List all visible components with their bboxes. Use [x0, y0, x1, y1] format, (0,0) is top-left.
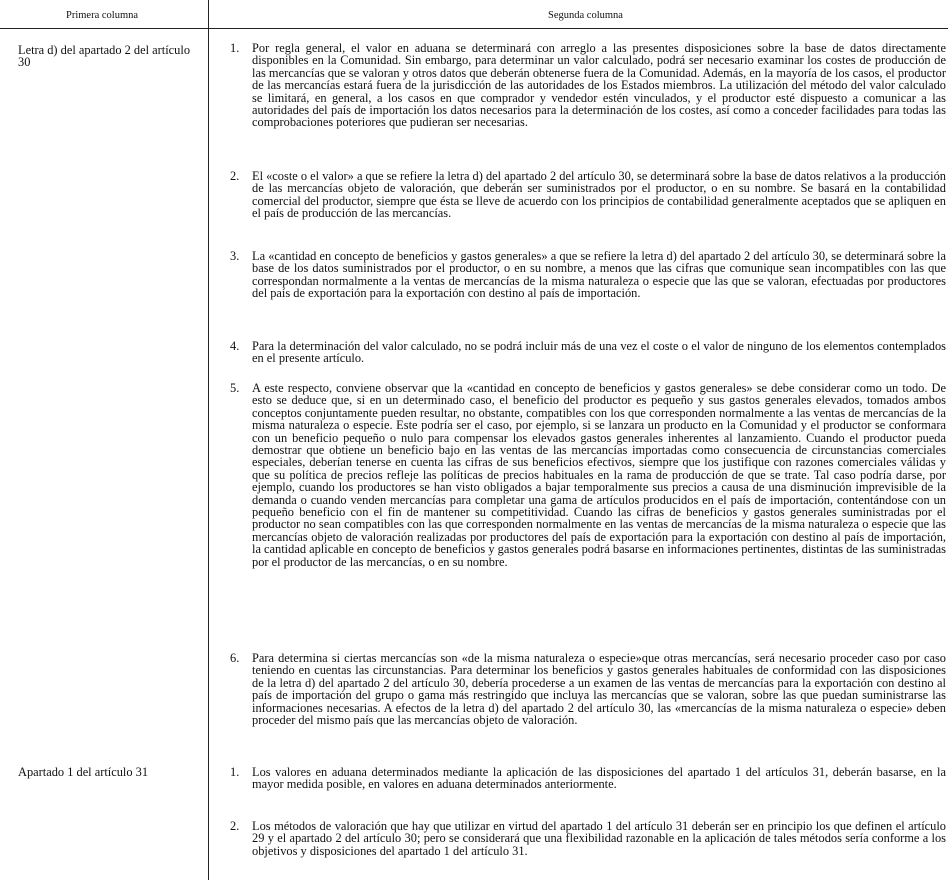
header-rule	[0, 28, 948, 29]
paragraph-number: 3.	[230, 249, 240, 263]
section-label-art31: Apartado 1 del artículo 31	[18, 765, 149, 779]
paragraph-number: 5.	[230, 381, 240, 395]
paragraph-text: Los valores en aduana determinados mediante la aplicación de las disposiciones del apartado 1 del artículos 31, deberán basarse, en la mayor medida posible, en valores en aduana determinados anteriormente.	[252, 765, 946, 792]
paragraph-text: Para la determinación del valor calculado, no se podrá incluir más de una vez el coste o el valor de ninguno de los elementos contemplados en el presente artículo.	[252, 339, 946, 366]
paragraph-number: 1.	[230, 41, 240, 55]
header-first-column: Primera columna	[66, 10, 139, 21]
paragraph-number: 2.	[230, 819, 240, 833]
paragraph-text: La «cantidad en concepto de beneficios y gastos generales» a que se refiere la letra d) del apartado 2 del artículo 30, se determinará sobre la base de los datos suministrados por el productor, o en su nombre, a menos que las cifras que comunique sean incompatibles con las que correspondan normalmente a la ventas de mercancías de la misma naturaleza o especie que las que se valoran, efectuadas por productores del país de exportación para la exportación con destino al país de importación.	[252, 249, 946, 301]
paragraph-text: El «coste o el valor» a que se refiere la letra d) del apartado 2 del artículo 30, se determinará sobre la base de datos relativos a la producción de las mercancías objeto de valoración, que deberán ser suministrados por el productor, o en su nombre. Se basará en la contabilidad comercial del productor, siempre que ésta se lleve de acuerdo con los principios de contabilidad generalmente aceptados que se apliquen en el país de producción de las mercancías.	[252, 169, 946, 221]
paragraph-number: 2.	[230, 169, 240, 183]
paragraph-text: Los métodos de valoración que hay que utilizar en virtud del apartado 1 del artículo 31 deberán ser en principio los que definen el artículo 29 y el apartado 2 del artículo 30; pero se considerará que una flexibilidad razonable en la aplicación de tales métodos sería conforme a los objetivos y disposiciones del apartado 1 del artículo 31.	[252, 819, 946, 858]
section-label-art30: Letra d) del apartado 2 del artículo 30	[18, 43, 191, 70]
column-divider	[208, 0, 209, 880]
paragraph-number: 6.	[230, 651, 240, 665]
paragraph-number: 4.	[230, 339, 240, 353]
paragraph-text: Para determina si ciertas mercancías son «de la misma naturaleza o especie»que otras mercancías, será necesario proceder caso por caso teniendo en cuentas las circunstancias. Para determinar los beneficios y gastos generales habituales de conformidad con las disposiciones de la letra d) del apartado 2 del artículo 30, debería procederse a un examen de las ventas de mercancías para la exportación con destino al país de importación del grupo o gama más restringido que incluya las mercancías que se valoran, sobre las que puedan suministrarse las informaciones necesarias. A efectos de la letra d) del apartado 2 del artículo 30, las «mercancías de la misma naturaleza o especie» deben proceder del mismo país que las mercancías objeto de valoración.	[252, 651, 946, 728]
header-second-column: Segunda columna	[548, 10, 623, 21]
paragraph-number: 1.	[230, 765, 240, 779]
paragraph-text: Por regla general, el valor en aduana se determinará con arreglo a las presentes disposiciones sobre la base de datos directamente disponibles en la Comunidad. Sin embargo, para determinar un valor calculado, podrá ser necesario examinar los costes de producción de las mercancías que se valoran y otros datos que deberán obtenerse fuera de la Comunidad. Además, en la mayoría de los casos, el productor de las mercancías estará fuera de la jurisdicción de las autoridades de los Estados miembros. La utilización del método del valor calculado se limitará, en general, a los casos en que comprador y vendedor estén vinculados, y el productor esté dispuesto a comunicar a las autoridades del país de importación los datos necesarios para la determinación de los costes, así como a conceder facilidades para todas las comprobaciones poteriores que pudieran ser necesarias.	[252, 41, 946, 130]
paragraph-text: A este respecto, conviene observar que la «cantidad en concepto de beneficios y gastos generales» se debe considerar como un todo. De esto se deduce que, si en un determinado caso, el beneficio del productor es pequeño y sus gastos generales elevados, tomados ambos conceptos conjuntamente pueden resultar, no obstante, compatibles con los que corresponden normalmente a las ventas de mercancías de la misma naturaleza o especie. Este podría ser el caso, por ejemplo, si se lanzara un producto en la Comunidad y el productor se conformara con un beneficio pequeño o nulo para compensar los elevados gastos generales inherentes al lanzamiento. Cuando el productor pueda demostrar que obtiene un beneficio bajo en las ventas de las mercancías importadas como consecuencia de circunstancias comerciales especiales, deberían tenerse en cuenta las cifras de sus beneficios efectivos, siempre que los justifique con razones comerciales válidas y que su política de precios refleje las políticas de precios habituales en la rama de producción de que se trate. Tal caso podría darse, por ejemplo, cuando los productores se han visto obligados a bajar temporalmente sus precios a causa de una disminución imprevisible de la demanda o cuando venden mercancías para completar una gama de artículos producidos en el país de importación, contentándose con un pequeño beneficio con el fin de mantener su competitividad. Cuando las cifras de beneficios y gastos generales suministradas por el productor no sean compatibles con las que corresponden normalmente en las ventas de mercancías de la misma naturaleza o especie que las mercancías objeto de valoración realizadas por productores del país de exportación para la exportación con destino al país de importación, la cantidad aplicable en concepto de beneficios y gastos generales podrá basarse en informaciones pertinentes, distintas de las suministradas por el productor de las mercancías, o en su nombre.	[252, 381, 946, 569]
